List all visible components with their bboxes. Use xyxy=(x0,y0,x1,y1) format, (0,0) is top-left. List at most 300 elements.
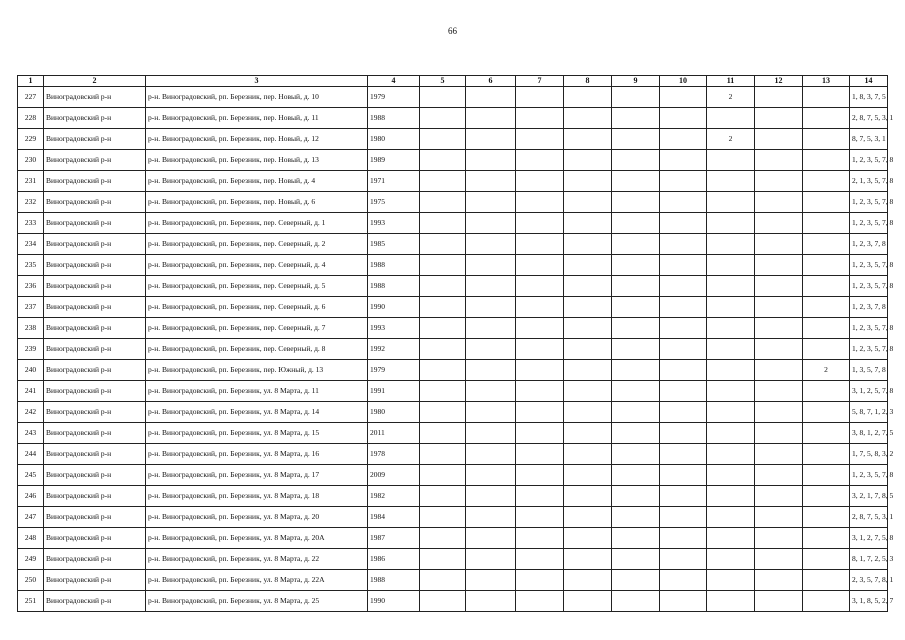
empty-cell xyxy=(564,255,612,276)
empty-cell xyxy=(755,339,803,360)
column-14-cell: 1, 2, 3, 5, 7, 8 xyxy=(850,150,888,171)
row-number-cell: 246 xyxy=(18,486,44,507)
column-13-cell xyxy=(803,339,850,360)
column-14-cell: 2, 3, 5, 7, 8, 1 xyxy=(850,570,888,591)
empty-cell xyxy=(660,402,707,423)
empty-cell xyxy=(466,276,516,297)
column-11-cell xyxy=(707,465,755,486)
empty-cell xyxy=(564,360,612,381)
empty-cell xyxy=(660,339,707,360)
column-13-cell xyxy=(803,507,850,528)
empty-cell xyxy=(420,444,466,465)
district-cell: Виноградовский р-н xyxy=(44,192,146,213)
table-row xyxy=(18,192,888,213)
column-14-cell: 1, 2, 3, 5, 7, 8 xyxy=(850,276,888,297)
empty-cell xyxy=(612,549,660,570)
row-number-cell: 245 xyxy=(18,465,44,486)
empty-cell xyxy=(420,423,466,444)
district-cell: Виноградовский р-н xyxy=(44,444,146,465)
empty-cell xyxy=(755,549,803,570)
table-row xyxy=(18,549,888,570)
column-11-cell xyxy=(707,255,755,276)
empty-cell xyxy=(564,150,612,171)
table-row xyxy=(18,381,888,402)
row-number-cell: 231 xyxy=(18,171,44,192)
empty-cell xyxy=(516,402,564,423)
empty-cell xyxy=(466,150,516,171)
empty-cell xyxy=(420,507,466,528)
district-cell: Виноградовский р-н xyxy=(44,528,146,549)
table-row xyxy=(18,276,888,297)
column-header: 1 xyxy=(18,76,44,87)
empty-cell xyxy=(564,129,612,150)
empty-cell xyxy=(516,255,564,276)
empty-cell xyxy=(516,129,564,150)
column-13-cell xyxy=(803,402,850,423)
address-cell: р-н. Виноградовский, рп. Березник, ул. 8 Марта, д. 17 xyxy=(146,465,368,486)
table-row xyxy=(18,150,888,171)
year-cell: 1987 xyxy=(368,528,420,549)
column-header: 11 xyxy=(707,76,755,87)
empty-cell xyxy=(564,318,612,339)
district-cell: Виноградовский р-н xyxy=(44,381,146,402)
column-14-cell: 3, 2, 1, 7, 8, 5 xyxy=(850,486,888,507)
column-14-cell: 3, 1, 8, 5, 2, 7 xyxy=(850,591,888,612)
column-11-cell xyxy=(707,486,755,507)
empty-cell xyxy=(516,192,564,213)
empty-cell xyxy=(612,276,660,297)
column-14-cell: 1, 2, 3, 5, 7, 8 xyxy=(850,339,888,360)
year-cell: 1971 xyxy=(368,171,420,192)
empty-cell xyxy=(564,192,612,213)
table-body xyxy=(18,87,894,612)
column-13-cell xyxy=(803,255,850,276)
year-cell: 2009 xyxy=(368,465,420,486)
empty-cell xyxy=(612,507,660,528)
empty-cell xyxy=(466,234,516,255)
empty-cell xyxy=(755,570,803,591)
column-13-cell: 2 xyxy=(803,360,850,381)
column-13-cell xyxy=(803,465,850,486)
column-header: 6 xyxy=(466,76,516,87)
empty-cell xyxy=(755,318,803,339)
table-row xyxy=(18,129,888,150)
district-cell: Виноградовский р-н xyxy=(44,591,146,612)
column-13-cell xyxy=(803,108,850,129)
column-14-cell: 2, 1, 3, 5, 7, 8 xyxy=(850,171,888,192)
row-number-cell: 243 xyxy=(18,423,44,444)
address-cell: р-н. Виноградовский, рп. Березник, ул. 8 Марта, д. 18 xyxy=(146,486,368,507)
column-14-cell: 1, 2, 3, 7, 8 xyxy=(850,234,888,255)
empty-cell xyxy=(564,465,612,486)
empty-cell xyxy=(660,591,707,612)
address-cell: р-н. Виноградовский, рп. Березник, пер. Новый, д. 12 xyxy=(146,129,368,150)
empty-cell xyxy=(466,129,516,150)
empty-cell xyxy=(612,570,660,591)
district-cell: Виноградовский р-н xyxy=(44,129,146,150)
column-11-cell xyxy=(707,402,755,423)
column-13-cell xyxy=(803,444,850,465)
empty-cell xyxy=(420,192,466,213)
empty-cell xyxy=(564,507,612,528)
empty-cell xyxy=(466,423,516,444)
empty-cell xyxy=(564,171,612,192)
row-number-cell: 233 xyxy=(18,213,44,234)
row-number-cell: 247 xyxy=(18,507,44,528)
empty-cell xyxy=(420,339,466,360)
empty-cell xyxy=(516,318,564,339)
empty-cell xyxy=(755,192,803,213)
column-13-cell xyxy=(803,213,850,234)
empty-cell xyxy=(612,402,660,423)
empty-cell xyxy=(612,255,660,276)
empty-cell xyxy=(420,591,466,612)
empty-cell xyxy=(420,360,466,381)
column-13-cell xyxy=(803,528,850,549)
empty-cell xyxy=(516,213,564,234)
year-cell: 1985 xyxy=(368,234,420,255)
table-row xyxy=(18,255,888,276)
empty-cell xyxy=(564,276,612,297)
column-11-cell xyxy=(707,381,755,402)
empty-cell xyxy=(612,318,660,339)
empty-cell xyxy=(612,192,660,213)
empty-cell xyxy=(612,108,660,129)
empty-cell xyxy=(612,213,660,234)
empty-cell xyxy=(564,87,612,108)
empty-cell xyxy=(516,234,564,255)
year-cell: 1988 xyxy=(368,570,420,591)
column-header: 13 xyxy=(803,76,850,87)
empty-cell xyxy=(755,444,803,465)
empty-cell xyxy=(420,318,466,339)
column-13-cell xyxy=(803,87,850,108)
empty-cell xyxy=(466,108,516,129)
empty-cell xyxy=(516,150,564,171)
year-cell: 1990 xyxy=(368,297,420,318)
empty-cell xyxy=(516,465,564,486)
empty-cell xyxy=(755,171,803,192)
address-cell: р-н. Виноградовский, рп. Березник, пер. Новый, д. 6 xyxy=(146,192,368,213)
empty-cell xyxy=(755,591,803,612)
empty-cell xyxy=(612,486,660,507)
column-header: 9 xyxy=(612,76,660,87)
empty-cell xyxy=(466,402,516,423)
year-cell: 1982 xyxy=(368,486,420,507)
empty-cell xyxy=(612,234,660,255)
row-number-cell: 229 xyxy=(18,129,44,150)
empty-cell xyxy=(612,87,660,108)
row-number-cell: 230 xyxy=(18,150,44,171)
column-14-cell: 1, 7, 5, 8, 3, 2 xyxy=(850,444,888,465)
empty-cell xyxy=(466,255,516,276)
empty-cell xyxy=(516,381,564,402)
empty-cell xyxy=(564,108,612,129)
column-14-cell: 1, 2, 3, 5, 7, 8 xyxy=(850,318,888,339)
column-header: 14 xyxy=(850,76,888,87)
empty-cell xyxy=(660,528,707,549)
empty-cell xyxy=(420,108,466,129)
table-row xyxy=(18,234,888,255)
year-cell: 1988 xyxy=(368,108,420,129)
column-11-cell xyxy=(707,234,755,255)
column-14-cell: 1, 2, 3, 5, 7, 8 xyxy=(850,192,888,213)
year-cell: 1978 xyxy=(368,444,420,465)
district-cell: Виноградовский р-н xyxy=(44,402,146,423)
row-number-cell: 227 xyxy=(18,87,44,108)
table-row xyxy=(18,297,888,318)
empty-cell xyxy=(516,423,564,444)
table-row xyxy=(18,339,888,360)
empty-cell xyxy=(420,402,466,423)
row-number-cell: 228 xyxy=(18,108,44,129)
column-13-cell xyxy=(803,549,850,570)
table-row xyxy=(18,171,888,192)
empty-cell xyxy=(755,255,803,276)
column-11-cell xyxy=(707,213,755,234)
row-number-cell: 240 xyxy=(18,360,44,381)
empty-cell xyxy=(466,486,516,507)
empty-cell xyxy=(612,297,660,318)
district-cell: Виноградовский р-н xyxy=(44,423,146,444)
empty-cell xyxy=(564,297,612,318)
empty-cell xyxy=(755,360,803,381)
district-cell: Виноградовский р-н xyxy=(44,318,146,339)
header-row xyxy=(18,76,888,87)
address-cell: р-н. Виноградовский, рп. Березник, пер. Северный, д. 4 xyxy=(146,255,368,276)
column-header: 2 xyxy=(44,76,146,87)
table-row xyxy=(18,444,888,465)
empty-cell xyxy=(660,318,707,339)
empty-cell xyxy=(660,549,707,570)
empty-cell xyxy=(612,150,660,171)
empty-cell xyxy=(612,129,660,150)
empty-cell xyxy=(420,129,466,150)
empty-cell xyxy=(660,234,707,255)
address-cell: р-н. Виноградовский, рп. Березник, ул. 8 Марта, д. 22 xyxy=(146,549,368,570)
district-cell: Виноградовский р-н xyxy=(44,150,146,171)
column-13-cell xyxy=(803,318,850,339)
row-number-cell: 238 xyxy=(18,318,44,339)
district-cell: Виноградовский р-н xyxy=(44,339,146,360)
empty-cell xyxy=(516,528,564,549)
row-number-cell: 248 xyxy=(18,528,44,549)
column-11-cell xyxy=(707,339,755,360)
row-number-cell: 239 xyxy=(18,339,44,360)
empty-cell xyxy=(755,423,803,444)
empty-cell xyxy=(660,507,707,528)
empty-cell xyxy=(564,570,612,591)
column-14-cell: 2, 8, 7, 5, 3, 1 xyxy=(850,108,888,129)
column-14-cell: 5, 8, 7, 1, 2, 3 xyxy=(850,402,888,423)
column-13-cell xyxy=(803,423,850,444)
empty-cell xyxy=(660,465,707,486)
column-14-cell: 8, 7, 5, 3, 1 xyxy=(850,129,888,150)
column-14-cell: 2, 8, 7, 5, 3, 1 xyxy=(850,507,888,528)
empty-cell xyxy=(660,108,707,129)
empty-cell xyxy=(660,423,707,444)
column-11-cell xyxy=(707,297,755,318)
empty-cell xyxy=(420,528,466,549)
empty-cell xyxy=(466,213,516,234)
column-11-cell: 2 xyxy=(707,129,755,150)
empty-cell xyxy=(755,528,803,549)
empty-cell xyxy=(612,465,660,486)
empty-cell xyxy=(660,381,707,402)
column-13-cell xyxy=(803,381,850,402)
empty-cell xyxy=(420,234,466,255)
address-cell: р-н. Виноградовский, рп. Березник, ул. 8 Марта, д. 25 xyxy=(146,591,368,612)
empty-cell xyxy=(420,570,466,591)
address-cell: р-н. Виноградовский, рп. Березник, ул. 8 Марта, д. 14 xyxy=(146,402,368,423)
empty-cell xyxy=(660,171,707,192)
empty-cell xyxy=(660,276,707,297)
empty-cell xyxy=(516,339,564,360)
empty-cell xyxy=(755,297,803,318)
table-row xyxy=(18,360,888,381)
column-13-cell xyxy=(803,276,850,297)
year-cell: 1979 xyxy=(368,360,420,381)
column-11-cell xyxy=(707,108,755,129)
empty-cell xyxy=(755,276,803,297)
district-cell: Виноградовский р-н xyxy=(44,570,146,591)
empty-cell xyxy=(612,423,660,444)
table-row xyxy=(18,465,888,486)
address-cell: р-н. Виноградовский, рп. Березник, ул. 8 Марта, д. 16 xyxy=(146,444,368,465)
column-header: 3 xyxy=(146,76,368,87)
table-row xyxy=(18,591,888,612)
address-cell: р-н. Виноградовский, рп. Березник, пер. Новый, д. 4 xyxy=(146,171,368,192)
empty-cell xyxy=(755,402,803,423)
column-11-cell: 2 xyxy=(707,87,755,108)
column-13-cell xyxy=(803,486,850,507)
table-row xyxy=(18,570,888,591)
district-cell: Виноградовский р-н xyxy=(44,213,146,234)
empty-cell xyxy=(516,507,564,528)
year-cell: 1984 xyxy=(368,507,420,528)
column-13-cell xyxy=(803,234,850,255)
empty-cell xyxy=(755,465,803,486)
empty-cell xyxy=(466,360,516,381)
column-11-cell xyxy=(707,507,755,528)
empty-cell xyxy=(660,570,707,591)
column-11-cell xyxy=(707,423,755,444)
district-cell: Виноградовский р-н xyxy=(44,87,146,108)
column-header: 8 xyxy=(564,76,612,87)
empty-cell xyxy=(612,339,660,360)
empty-cell xyxy=(466,339,516,360)
empty-cell xyxy=(755,213,803,234)
district-cell: Виноградовский р-н xyxy=(44,276,146,297)
address-cell: р-н. Виноградовский, рп. Березник, ул. 8 Марта, д. 20 xyxy=(146,507,368,528)
district-cell: Виноградовский р-н xyxy=(44,171,146,192)
column-11-cell xyxy=(707,444,755,465)
column-13-cell xyxy=(803,192,850,213)
column-11-cell xyxy=(707,150,755,171)
empty-cell xyxy=(516,171,564,192)
year-cell: 1980 xyxy=(368,129,420,150)
empty-cell xyxy=(420,465,466,486)
housing-registry-table xyxy=(17,75,894,612)
row-number-cell: 251 xyxy=(18,591,44,612)
empty-cell xyxy=(420,213,466,234)
empty-cell xyxy=(755,87,803,108)
empty-cell xyxy=(755,108,803,129)
empty-cell xyxy=(420,381,466,402)
empty-cell xyxy=(755,234,803,255)
empty-cell xyxy=(660,87,707,108)
empty-cell xyxy=(660,192,707,213)
empty-cell xyxy=(516,276,564,297)
column-14-cell: 3, 1, 2, 5, 7, 8 xyxy=(850,381,888,402)
empty-cell xyxy=(466,318,516,339)
column-header: 7 xyxy=(516,76,564,87)
address-cell: р-н. Виноградовский, рп. Березник, пер. Новый, д. 11 xyxy=(146,108,368,129)
empty-cell xyxy=(755,150,803,171)
address-cell: р-н. Виноградовский, рп. Березник, ул. 8 Марта, д. 11 xyxy=(146,381,368,402)
empty-cell xyxy=(755,486,803,507)
empty-cell xyxy=(516,486,564,507)
column-14-cell: 1, 2, 3, 5, 7, 8 xyxy=(850,465,888,486)
column-header: 10 xyxy=(660,76,707,87)
table-row xyxy=(18,213,888,234)
column-11-cell xyxy=(707,591,755,612)
column-header: 12 xyxy=(755,76,803,87)
column-11-cell xyxy=(707,192,755,213)
empty-cell xyxy=(466,87,516,108)
empty-cell xyxy=(420,297,466,318)
column-11-cell xyxy=(707,318,755,339)
table-row xyxy=(18,87,888,108)
column-11-cell xyxy=(707,528,755,549)
year-cell: 1979 xyxy=(368,87,420,108)
year-cell: 1992 xyxy=(368,339,420,360)
table-row xyxy=(18,507,888,528)
column-14-cell: 1, 8, 3, 7, 5 xyxy=(850,87,888,108)
empty-cell xyxy=(420,87,466,108)
district-cell: Виноградовский р-н xyxy=(44,255,146,276)
column-13-cell xyxy=(803,570,850,591)
district-cell: Виноградовский р-н xyxy=(44,108,146,129)
column-11-cell xyxy=(707,171,755,192)
empty-cell xyxy=(612,360,660,381)
empty-cell xyxy=(466,549,516,570)
year-cell: 1993 xyxy=(368,318,420,339)
empty-cell xyxy=(516,444,564,465)
empty-cell xyxy=(660,213,707,234)
year-cell: 1988 xyxy=(368,276,420,297)
empty-cell xyxy=(466,465,516,486)
year-cell: 1986 xyxy=(368,549,420,570)
empty-cell xyxy=(564,486,612,507)
empty-cell xyxy=(564,381,612,402)
column-13-cell xyxy=(803,129,850,150)
column-header: 4 xyxy=(368,76,420,87)
empty-cell xyxy=(564,402,612,423)
year-cell: 2011 xyxy=(368,423,420,444)
row-number-cell: 241 xyxy=(18,381,44,402)
empty-cell xyxy=(466,507,516,528)
empty-cell xyxy=(564,591,612,612)
column-14-cell: 1, 2, 3, 5, 7, 8 xyxy=(850,255,888,276)
address-cell: р-н. Виноградовский, рп. Березник, пер. Северный, д. 5 xyxy=(146,276,368,297)
empty-cell xyxy=(660,444,707,465)
district-cell: Виноградовский р-н xyxy=(44,549,146,570)
column-11-cell xyxy=(707,276,755,297)
year-cell: 1991 xyxy=(368,381,420,402)
empty-cell xyxy=(564,444,612,465)
year-cell: 1989 xyxy=(368,150,420,171)
